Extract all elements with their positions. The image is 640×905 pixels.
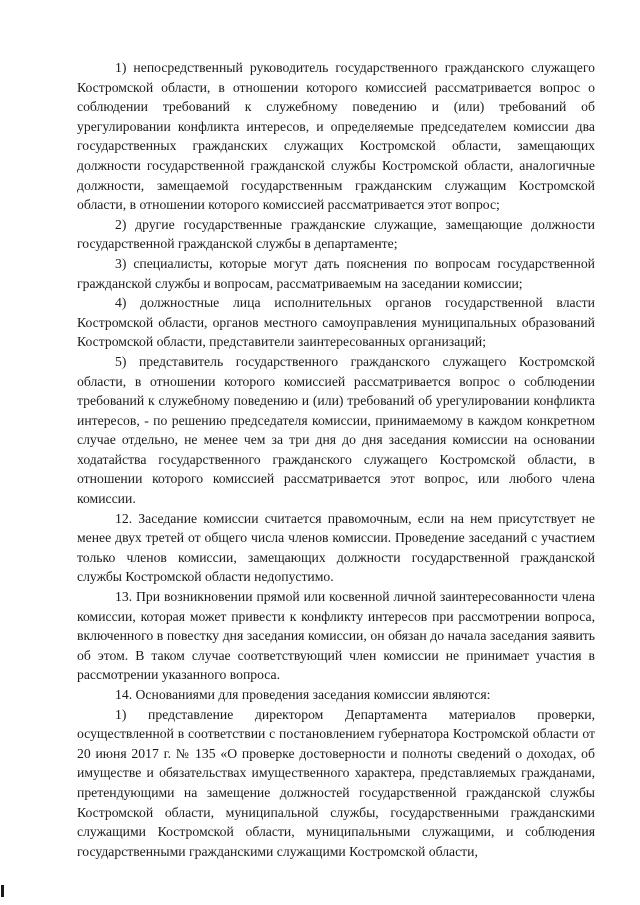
paragraph-item-3: 3) специалисты, которые могут дать пояснения по вопросам государственной гражданской службы и вопросам, рассматриваемым на заседании комиссии; bbox=[77, 255, 595, 291]
paragraph-item-1: 1) непосредственный руководитель государственного гражданского служащего Костромской области, в отношении которого комиссией рассматривается вопрос о соблюдении требований к служебному поведению и (или) требований об урегулировании конфликта интересов, и определяемые председателем комиссии два государственных гражданских служащих Костромской области, замещающих должности государственной гражданской службы Костромской области, аналогичные должности, замещаемой государственным гражданским служащим Костромской области, в отношении которого комиссией рассматривается этот вопрос; bbox=[77, 60, 595, 213]
paragraph-clause-14-item-1: 1) представление директором Департамента материалов проверки, осуществленной в соответствии с постановлением губернатора Костромской области от 20 июня 2017 г. № 135 «О проверке достоверности и полноты сведений о доходах, об имуществе и обязательствах имущественного характера, представляемых гражданами, претендующими на замещение должностей государственной гражданской службы Костромской области, муниципальной службы, государственными гражданскими служащими Костромской области, муниципальными служащими, и соблюдения государственными гражданскими служащими Костромской области, bbox=[77, 706, 595, 859]
paragraph-item-5: 5) представитель государственного гражданского служащего Костромской области, в отношении которого комиссией рассматривается вопрос о соблюдении требований к служебному поведению и (или) требований об урегулировании конфликта интересов, - по решению председателя комиссии, принимаемому в каждом конкретном случае отдельно, не менее чем за три дня до дня заседания комиссии на основании ходатайства государственного гражданского служащего Костромской области, в отношении которого комиссией рассматривается этот вопрос, или любого члена комиссии. bbox=[77, 353, 595, 507]
scan-edge-mark bbox=[1, 885, 4, 897]
paragraph-item-4: 4) должностные лица исполнительных органов государственной власти Костромской области, органов местного самоуправления муниципальных образований Костромской области, представители заинтересованных организаций; bbox=[77, 295, 595, 350]
paragraph-clause-13: 13. При возникновении прямой или косвенной личной заинтересованности члена комиссии, которая может привести к конфликту интересов при рассмотрении вопроса, включенного в повестку дня заседания комиссии, он обязан до начала заседания заявить об этом. В таком случае соответствующий член комиссии не принимает участия в рассмотрении указанного вопроса. bbox=[77, 589, 595, 683]
paragraph-clause-12: 12. Заседание комиссии считается правомочным, если на нем присутствует не менее двух третей от общего числа членов комиссии. Проведение заседаний с участием только членов комиссии, замещающих должности государственной гражданской службы Костромской области недопустимо. bbox=[77, 510, 595, 585]
document-page bbox=[77, 58, 595, 861]
paragraph-clause-14: 14. Основаниями для проведения заседания комиссии являются: bbox=[115, 687, 491, 702]
paragraph-item-2: 2) другие государственные гражданские служащие, замещающие должности государственной гражданской службы в департаменте; bbox=[77, 216, 595, 252]
